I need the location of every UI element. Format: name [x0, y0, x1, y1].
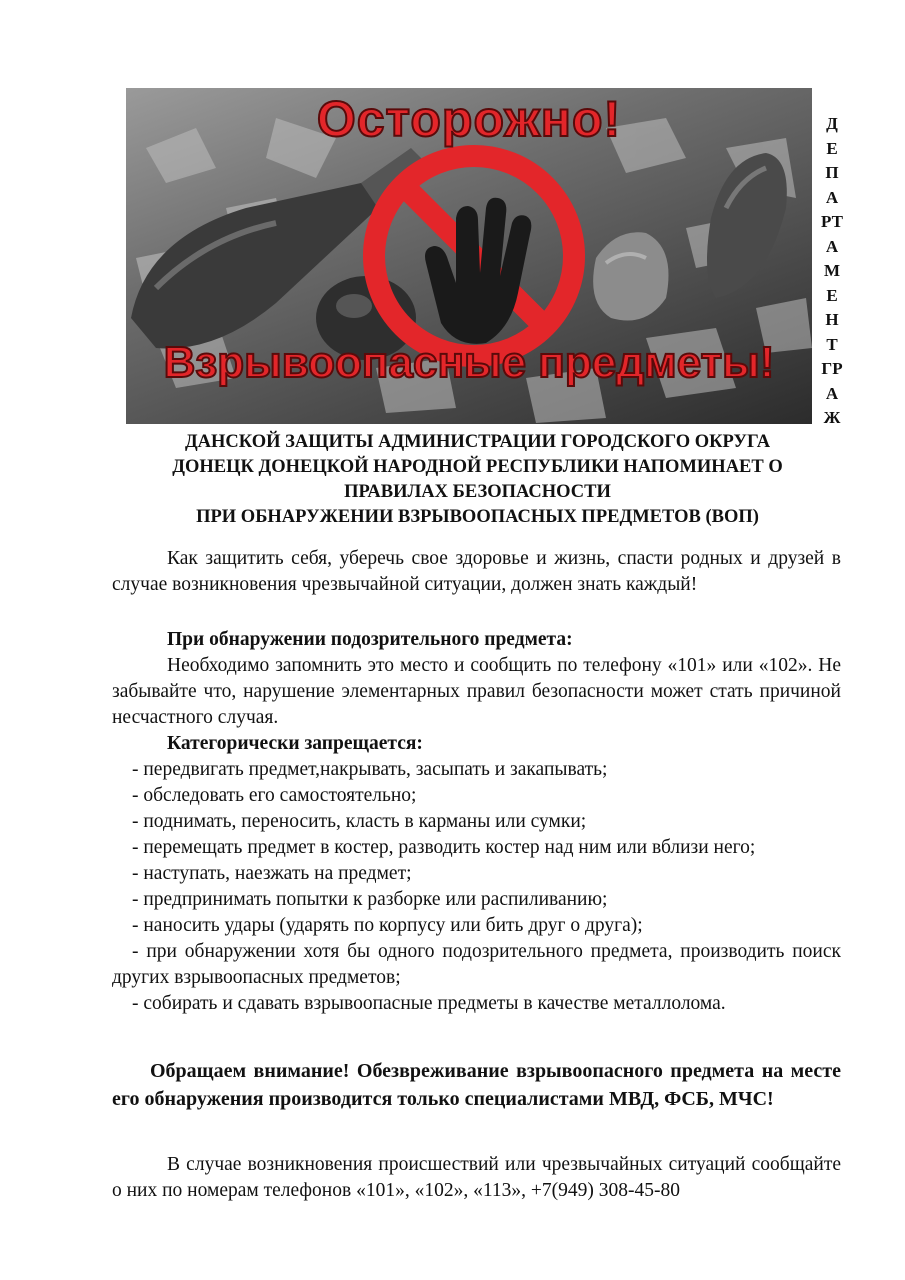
- heading-line: ПРИ ОБНАРУЖЕНИИ ВЗРЫВООПАСНЫХ ПРЕДМЕТОВ (ВОП): [196, 507, 759, 527]
- vertical-letter: П: [825, 163, 839, 182]
- list-item: - поднимать, переносить, класть в карманы или сумки;: [132, 811, 587, 832]
- forbidden-heading: Категорически запрещается:: [167, 733, 423, 754]
- list-item: - собирать и сдавать взрывоопасные предметы в качестве металлолома.: [132, 993, 726, 1014]
- banner-title: Осторожно!: [316, 91, 622, 147]
- vertical-letter: Е: [826, 285, 838, 305]
- list-item: - перемещать предмет в костер, разводить костер над ним или вблизи него;: [132, 837, 756, 858]
- heading-line: ПРАВИЛАХ БЕЗОПАСНОСТИ: [344, 482, 611, 502]
- intro-paragraph: Как защитить себя, уберечь свое здоровье и жизнь, спасти родных и друзей в случае возникновения чрезвычайной ситуации, должен знать каждый!: [112, 548, 841, 595]
- vertical-letter: РТ: [821, 212, 843, 231]
- heading-line: ДАНСКОЙ ЗАЩИТЫ АДМИНИСТРАЦИИ ГОРОДСКОГО ОКРУГА: [184, 432, 771, 452]
- forbidden-list: [112, 757, 841, 1017]
- vertical-letter: Н: [825, 310, 839, 329]
- list-item: - предпринимать попытки к разборке или распиливанию;: [132, 889, 608, 910]
- contacts-paragraph: В случае возникновения происшествий или чрезвычайных ситуаций сообщайте о них по номерам телефонов «101», «102», «113», +7(949) 308-45-80: [112, 1154, 841, 1201]
- warning-banner-image: [126, 88, 812, 424]
- vertical-letter: А: [825, 187, 839, 207]
- list-item: - наступать, наезжать на предмет;: [132, 863, 412, 884]
- banner-subtitle: Взрывоопасные предметы!: [163, 338, 775, 387]
- list-item: - передвигать предмет,накрывать, засыпать и закапывать;: [132, 759, 608, 780]
- vertical-heading-letters: [812, 112, 852, 431]
- page-heading: [110, 430, 845, 530]
- heading-line: ДОНЕЦК ДОНЕЦКОЙ НАРОДНОЙ РЕСПУБЛИКИ НАПОМИНАЕТ О: [172, 457, 783, 477]
- suspicious-object-text: Необходимо запомнить это место и сообщить по телефону «101» или «102». Не забывайте что, нарушение элементарных правил безопасности может стать причиной несчастного случая.: [112, 655, 841, 728]
- vertical-letter: М: [823, 261, 841, 280]
- vertical-letter: А: [825, 236, 839, 256]
- vertical-letter: Т: [826, 334, 838, 354]
- suspicious-object-heading: При обнаружении подозрительного предмета:: [167, 629, 573, 650]
- vertical-letter: Е: [826, 138, 838, 158]
- list-item: - при обнаружении хотя бы одного подозрительного предмета, производить поиск других взрывоопасных предметов;: [112, 941, 841, 988]
- list-item: - обследовать его самостоятельно;: [132, 785, 417, 806]
- vertical-letter: ГР: [821, 359, 843, 378]
- vertical-letter: Д: [826, 114, 838, 133]
- list-item: - наносить удары (ударять по корпусу или бить друг о друга);: [132, 915, 643, 936]
- vertical-letter: Ж: [823, 408, 841, 427]
- notice-paragraph: Обращаем внимание! Обезвреживание взрывоопасного предмета на месте его обнаружения производится только специалистами МВД, ФСБ, МЧС!: [112, 1060, 841, 1110]
- vertical-letter: А: [825, 383, 839, 403]
